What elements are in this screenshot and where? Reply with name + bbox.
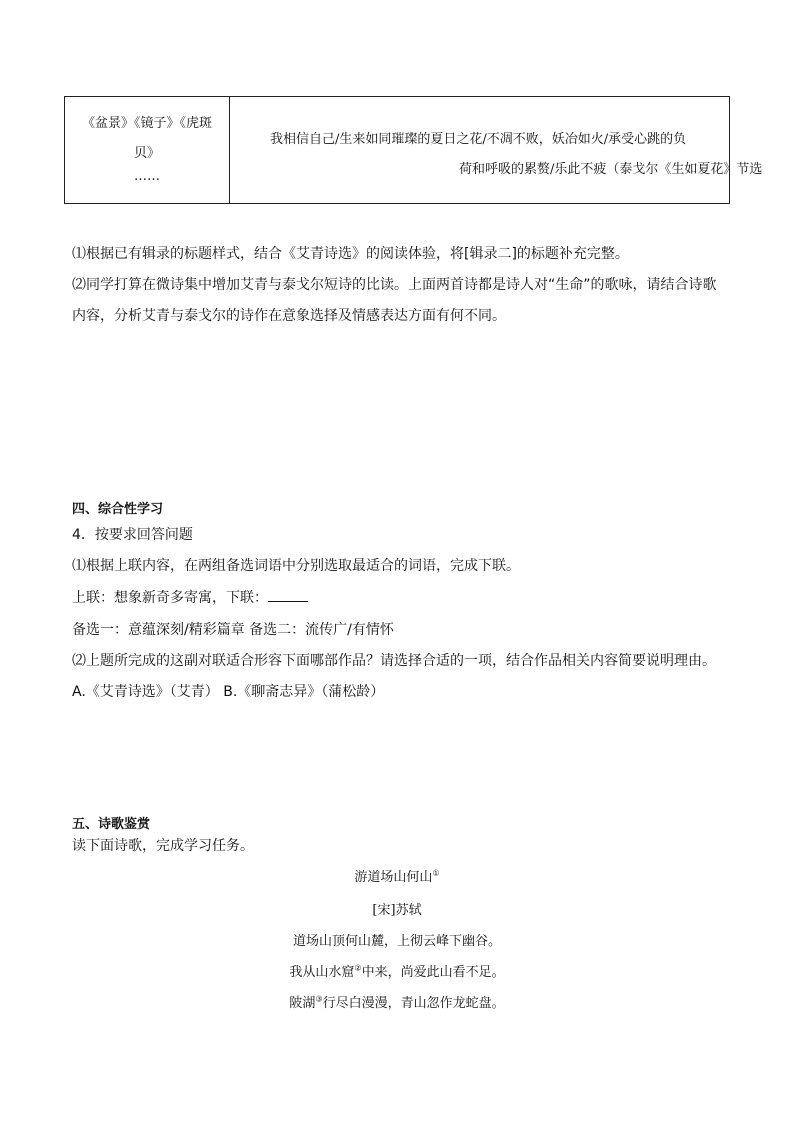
table-left-line1: 《盆景》《镜子》《虎斑 xyxy=(81,116,212,131)
table-right-line2: 荷和呼吸的累赘/乐此不疲（泰戈尔《生如夏花》节选 xyxy=(459,162,763,177)
poem-line-2 xyxy=(0,961,794,980)
poem-line-2a: 我从山水窟 xyxy=(289,965,355,980)
question-2-line1: ⑵同学打算在微诗集中增加艾青与泰戈尔短诗的比读。上面两首诗都是诗人对“生命”的歌咏，请结合诗歌 xyxy=(72,277,717,293)
table-right-line1: 我相信自己/生来如同璀璨的夏日之花/不凋不败，妖冶如火/承受心跳的负 xyxy=(270,132,687,147)
footnote-marker: ② xyxy=(354,963,362,973)
section4-sub2: ⑵上题所完成的这副对联适合形容下面哪部作品？请选择合适的一项，结合作品相关内容简要说明理由。 xyxy=(72,653,716,669)
answer-blank[interactable] xyxy=(268,587,308,602)
section5-heading: 五、诗歌鉴赏 xyxy=(72,817,151,832)
question-2-line2: 内容，分析艾青与泰戈尔的诗作在意象选择及情感表达方面有何不同。 xyxy=(72,308,506,324)
question-1: ⑴根据已有辑录的标题样式，结合《艾青诗选》的阅读体验，将[辑录二]的标题补充完整。 xyxy=(72,246,629,262)
poem-line-2b: 中来，尚爱此山看不足。 xyxy=(361,965,505,980)
section4-heading: 四、综合性学习 xyxy=(72,502,164,517)
table-left-line2: 贝》 xyxy=(133,146,160,161)
section4-sub1: ⑴根据上联内容，在两组备选词语中分别选取最适合的词语，完成下联。 xyxy=(72,558,520,574)
table-left-cell xyxy=(65,97,229,203)
poem-line-3b: 行尽白漫漫，青山忽作龙蛇盘。 xyxy=(322,996,505,1011)
couplet-line xyxy=(72,587,308,607)
section5-intro: 读下面诗歌，完成学习任务。 xyxy=(72,838,254,854)
section4-choices: A.《艾青诗选》（艾青） B.《聊斋志异》（蒲松龄） xyxy=(72,684,385,700)
section4-item: 4．按要求回答问题 xyxy=(72,527,193,543)
poem-author: [宋]苏轼 xyxy=(372,903,422,918)
poem-line-3a: 陂湖 xyxy=(289,996,316,1011)
reference-table xyxy=(64,96,763,204)
poem-line-1: 道场山顶何山麓，上彻云峰下幽谷。 xyxy=(292,934,501,949)
poem-title-text: 游道场山何山 xyxy=(354,870,433,885)
table-divider xyxy=(229,97,230,203)
poem-line-3 xyxy=(0,992,794,1011)
couplet-prefix: 上联：想象新奇多寄寓，下联： xyxy=(72,590,268,606)
footnote-marker: ① xyxy=(432,868,440,878)
table-left-line3: …… xyxy=(134,169,160,184)
footnote-marker: ③ xyxy=(315,994,323,1004)
poem-title xyxy=(0,866,794,885)
section4-options: 备选一：意蕴深刻/精彩篇章 备选二：流传广/有情怀 xyxy=(72,622,394,638)
